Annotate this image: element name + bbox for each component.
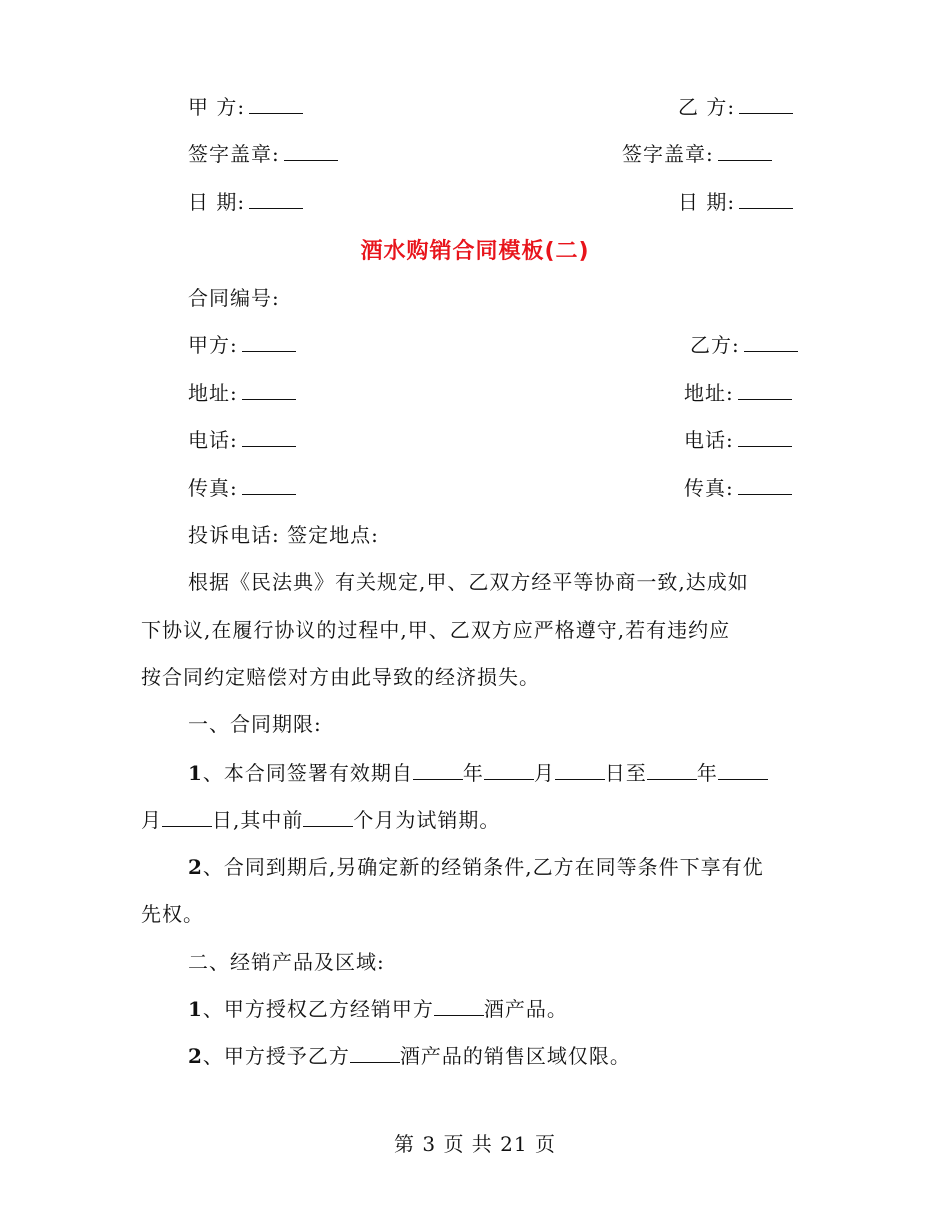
header-party-a-label: 甲方: (188, 333, 238, 357)
s1-month-label: 月 (533, 761, 555, 785)
header-party-b-label: 乙方: (690, 333, 740, 357)
s1-item2-text: 、合同到期后,另确定新的经销条件,乙方在同等条件下享有优 (202, 855, 764, 879)
complaint-line: 投诉电话: 签定地点: (188, 523, 379, 547)
phone-a-row (188, 426, 296, 454)
s2-item1-number: 1 (188, 997, 203, 1021)
phone-b-row (684, 426, 792, 454)
address-a-row (188, 379, 296, 407)
party-b-blank[interactable] (739, 93, 793, 114)
contract-no: 合同编号: (188, 286, 280, 310)
sign-b-label: 签字盖章: (622, 142, 714, 166)
intro-line-2: 下协议,在履行协议的过程中,甲、乙双方应严格遵守,若有违约应 (141, 618, 731, 642)
party-a-blank[interactable] (249, 93, 303, 114)
sign-a-blank[interactable] (284, 140, 338, 161)
date-a-label: 日 期: (188, 190, 246, 214)
header-party-a-row (188, 331, 296, 359)
s1-item1-line2 (141, 806, 500, 834)
s1-item2-line1 (188, 853, 764, 881)
s1-item1-number: 1 (188, 761, 203, 785)
end-year-blank[interactable] (647, 759, 697, 780)
contract-title: 酒水购销合同模板(二) (360, 239, 590, 264)
s1-item2-line2: 先权。 (141, 902, 204, 926)
party-a-label: 甲 方: (188, 95, 246, 119)
s1-l2-month-label: 月 (141, 808, 162, 832)
address-b-row (684, 379, 792, 407)
date-b-blank[interactable] (739, 188, 793, 209)
date-b-label: 日 期: (678, 190, 736, 214)
s1-item1-text: 、本合同签署有效期自 (202, 761, 413, 785)
intro-line-1: 根据《民法典》有关规定,甲、乙双方经平等协商一致,达成如 (188, 570, 749, 594)
fax-a-blank[interactable] (242, 474, 296, 495)
s2-item2-number: 2 (188, 1044, 203, 1068)
party-b-sign-row (678, 93, 793, 121)
phone-a-label: 电话: (188, 428, 238, 452)
fax-b-label: 传真: (684, 476, 734, 500)
s1-day-to-label: 日至 (604, 761, 647, 785)
s2-item1-text: 、甲方授权乙方经销甲方 (202, 997, 434, 1021)
s2-item2-text: 、甲方授予乙方 (202, 1044, 350, 1068)
party-a-sign-row (188, 93, 303, 121)
s1-year-label: 年 (462, 761, 484, 785)
end-month-blank[interactable] (718, 759, 768, 780)
start-day-blank[interactable] (555, 759, 605, 780)
address-b-label: 地址: (684, 381, 734, 405)
s2-item2-end: 酒产品的销售区域仅限。 (399, 1044, 631, 1068)
section-2-heading: 二、经销产品及区域: (188, 950, 385, 974)
s2-item1 (188, 995, 568, 1023)
sign-a-row (188, 140, 338, 168)
address-a-blank[interactable] (242, 379, 296, 400)
fax-b-blank[interactable] (738, 474, 792, 495)
s2-item2 (188, 1042, 631, 1070)
date-b-row (678, 188, 793, 216)
fax-a-label: 传真: (188, 476, 238, 500)
party-b-label: 乙 方: (678, 95, 736, 119)
s1-l2-end-label: 个月为试销期。 (353, 808, 501, 832)
header-party-a-blank[interactable] (242, 331, 296, 352)
header-party-b-blank[interactable] (744, 331, 798, 352)
address-b-blank[interactable] (738, 379, 792, 400)
start-month-blank[interactable] (484, 759, 534, 780)
s1-year2-label: 年 (696, 761, 718, 785)
phone-b-label: 电话: (684, 428, 734, 452)
page-footer: 第 3 页 共 21 页 (394, 1132, 556, 1156)
section-1-heading: 一、合同期限: (188, 712, 322, 736)
fax-b-row (684, 474, 792, 502)
date-a-blank[interactable] (249, 188, 303, 209)
intro-line-3: 按合同约定赔偿对方由此导致的经济损失。 (141, 665, 540, 689)
s1-item2-number: 2 (188, 855, 203, 879)
date-a-row (188, 188, 303, 216)
address-a-label: 地址: (188, 381, 238, 405)
phone-b-blank[interactable] (738, 426, 792, 447)
trial-months-blank[interactable] (303, 806, 353, 827)
s2-item1-end: 酒产品。 (483, 997, 568, 1021)
product-blank[interactable] (434, 995, 484, 1016)
s1-l2-day-label: 日,其中前 (212, 808, 304, 832)
phone-a-blank[interactable] (242, 426, 296, 447)
sign-a-label: 签字盖章: (188, 142, 280, 166)
sign-b-row (622, 140, 772, 168)
end-day-blank[interactable] (162, 806, 212, 827)
s1-item1-line1 (188, 759, 768, 787)
start-year-blank[interactable] (413, 759, 463, 780)
sign-b-blank[interactable] (718, 140, 772, 161)
header-party-b-row (690, 331, 798, 359)
region-product-blank[interactable] (350, 1042, 400, 1063)
fax-a-row (188, 474, 296, 502)
